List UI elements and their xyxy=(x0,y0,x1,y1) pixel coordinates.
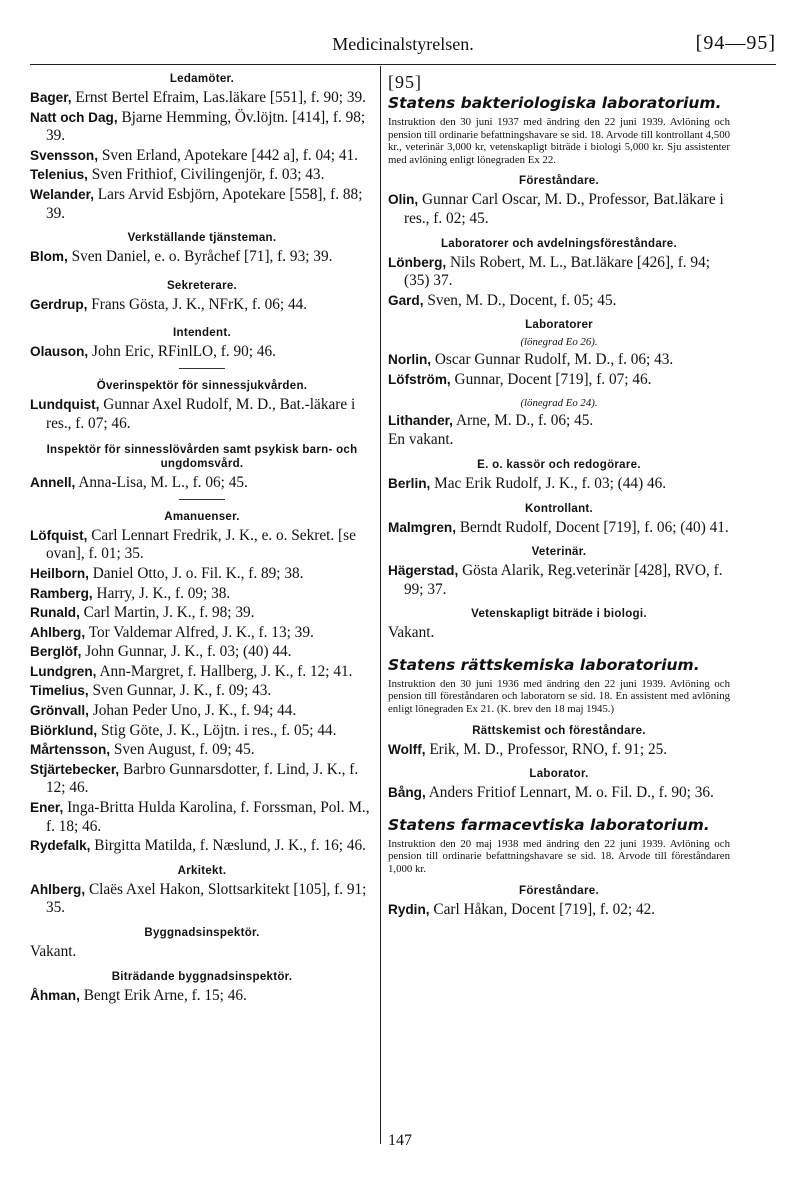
person-details: John Gunnar, J. K., f. 03; (40) 44. xyxy=(85,643,292,661)
entry-list xyxy=(388,519,730,538)
page-number: 147 xyxy=(388,1132,412,1149)
section-heading: Arkitekt. xyxy=(177,864,227,877)
person-details: Sven August, f. 09; 45. xyxy=(113,741,255,759)
person-entry xyxy=(388,371,730,390)
person-surname: Svensson, xyxy=(30,147,98,163)
person-surname: Lundgren, xyxy=(30,663,97,679)
person-surname: Biörklund, xyxy=(30,722,98,738)
page-range: [94—95] xyxy=(695,32,776,54)
person-details: Tor Valdemar Alfred, J. K., f. 13; 39. xyxy=(88,623,314,641)
person-entry xyxy=(388,475,730,494)
person-details: Birgitta Matilda, f. Næslund, J. K., f. 16; 46. xyxy=(94,837,366,855)
person-entry xyxy=(30,343,374,362)
person-details: Gunnar Carl Oscar, M. D., Professor, Bat.läkare i res., f. 02; 45. xyxy=(404,191,724,227)
person-entry xyxy=(30,474,374,493)
section-heading: Kontrollant. xyxy=(524,502,594,515)
person-surname: Mårtensson, xyxy=(30,742,111,758)
person-surname: Wolff, xyxy=(388,741,426,757)
person-surname: Bager, xyxy=(30,90,72,105)
person-entry xyxy=(30,527,374,564)
person-details: Frans Gösta, J. K., NFrK, f. 06; 44. xyxy=(91,295,308,313)
section-heading: Inspektör för sinnesslövården samt psykisk barn- och ungdomsvård. xyxy=(46,444,358,471)
person-details: Johan Peder Uno, J. K., f. 94; 44. xyxy=(92,702,297,720)
person-entry xyxy=(30,799,374,836)
section-heading: Veterinär. xyxy=(531,546,587,559)
entry-list xyxy=(388,784,730,803)
person-entry xyxy=(388,292,730,311)
person-entry xyxy=(388,784,730,803)
section-heading: Rättskemist och föreståndare. xyxy=(472,724,646,737)
person-details: Gösta Alarik, Reg.veterinär [428], RVO, f. 99; 37. xyxy=(404,562,723,598)
section-heading: Laboratorer xyxy=(525,319,593,332)
entry-list xyxy=(30,89,374,223)
section-heading: Sekreterare. xyxy=(166,279,238,292)
person-entry xyxy=(30,89,374,108)
person-surname: Gerdrup, xyxy=(30,296,88,312)
section-heading: Överinspektör för sinnessjukvården. xyxy=(96,379,308,392)
person-details: Oscar Gunnar Rudolf, M. D., f. 06; 43. xyxy=(434,350,674,368)
person-surname: Malmgren, xyxy=(388,519,456,535)
person-details: Carl Håkan, Docent [719], f. 02; 42. xyxy=(433,900,656,918)
vacant-text: En vakant. xyxy=(388,431,454,449)
person-entry xyxy=(388,741,730,760)
section-heading: E. o. kassör och redogörare. xyxy=(477,458,641,471)
institution-title: Statens rättskemiska laboratorium. xyxy=(388,655,700,674)
person-surname: Annell, xyxy=(30,475,76,491)
person-surname: Hägerstad, xyxy=(388,563,459,579)
entry-list xyxy=(388,562,730,599)
person-entry xyxy=(30,987,374,1006)
person-entry xyxy=(30,396,374,433)
person-entry xyxy=(30,643,374,662)
person-details: Lars Arvid Esbjörn, Apotekare [558], f. 88; 39. xyxy=(46,185,363,222)
person-surname: Lithander, xyxy=(388,412,453,428)
person-details: Inga-Britta Hulda Karolina, f. Forssman, Pol. M., f. 18; 46. xyxy=(46,799,370,835)
person-surname: Löfström, xyxy=(388,371,451,387)
person-details: Bengt Erik Arne, f. 15; 46. xyxy=(83,986,247,1004)
entry-list xyxy=(388,254,730,311)
person-surname: Natt och Dag, xyxy=(30,109,118,125)
section-heading: Byggnadsinspektör. xyxy=(144,927,260,939)
instruction-note: Instruktion den 30 juni 1937 med ändring den 22 juni 1939. Avlöning och pension till ordinarie befattningshavare se sid. 18. Arvode till kontrollant 4,500 kr., veterinär 3,000 kr, vetenskapligt biträde i biologi 5,000 kr. Sju assistenter med avlöning enligt lönegraden Ex 22. xyxy=(388,116,730,166)
person-surname: Olauson, xyxy=(30,344,89,360)
entry-list xyxy=(30,396,374,433)
person-surname: Olin, xyxy=(388,192,419,208)
person-entry xyxy=(30,604,374,623)
person-surname: Ahlberg, xyxy=(30,624,86,640)
person-entry xyxy=(388,254,730,291)
person-details: Mac Erik Rudolf, J. K., f. 03; (44) 46. xyxy=(434,474,667,492)
entry-list xyxy=(388,191,730,228)
person-details: Stig Göte, J. K., Löjtn. i res., f. 05; 44. xyxy=(101,721,337,739)
person-surname: Telenius, xyxy=(30,167,88,183)
person-details: Ann-Margret, f. Hallberg, J. K., f. 12; 41. xyxy=(99,662,353,680)
person-surname: Åhman, xyxy=(30,987,80,1003)
person-surname: Lönberg, xyxy=(388,254,447,270)
institution-title: Statens farmacevtiska laboratorium. xyxy=(388,815,710,834)
person-surname: Grönvall, xyxy=(30,703,89,719)
person-details: Sven Daniel, e. o. Byråchef [71], f. 93; 39. xyxy=(71,248,333,266)
section-heading: Föreståndare. xyxy=(519,884,599,897)
instruction-note: Instruktion den 20 maj 1938 med ändring den 22 juni 1939. Avlöning och pension till ordinarie befattningshavare se sid. 18. Arvode till föreståndaren 1,000 kr. xyxy=(388,837,730,876)
person-details: Barbro Gunnarsdotter, f. Lind, J. K., f. 12; 46. xyxy=(46,760,359,797)
person-surname: Blom, xyxy=(30,249,68,265)
separator-rule xyxy=(179,368,225,369)
person-surname: Gard, xyxy=(388,292,424,308)
person-surname: Runald, xyxy=(30,605,80,621)
person-details: Daniel Otto, J. o. Fil. K., f. 89; 38. xyxy=(92,564,304,582)
person-details: Gunnar, Docent [719], f. 07; 46. xyxy=(454,370,652,388)
entry-list xyxy=(30,881,374,918)
section-number: [95] xyxy=(388,72,422,92)
section-heading: Laborator. xyxy=(529,768,589,781)
person-entry xyxy=(30,585,374,604)
section-heading: Biträdande byggnadsinspektör. xyxy=(111,970,293,983)
person-details: Arne, M. D., f. 06; 45. xyxy=(455,411,594,429)
section-heading: Verkställande tjänsteman. xyxy=(127,232,277,245)
person-entry xyxy=(30,624,374,643)
vacant-text: Vakant. xyxy=(388,624,435,642)
page-header xyxy=(30,34,776,58)
person-entry xyxy=(388,562,730,599)
person-details: Carl Martin, J. K., f. 98; 39. xyxy=(83,604,255,622)
person-surname: Bång, xyxy=(388,785,426,801)
person-surname: Welander, xyxy=(30,186,94,202)
person-details: Harry, J. K., f. 09; 38. xyxy=(96,584,231,602)
person-entry xyxy=(30,147,374,166)
person-entry xyxy=(388,901,730,920)
person-entry xyxy=(30,663,374,682)
header-rule xyxy=(30,64,776,65)
person-details: Gunnar Axel Rudolf, M. D., Bat.-läkare i res., f. 07; 46. xyxy=(46,395,356,432)
person-surname: Berglöf, xyxy=(30,644,82,660)
person-entry xyxy=(30,186,374,223)
institution-title: Statens bakteriologiska laboratorium. xyxy=(388,94,722,112)
person-details: Claës Axel Hakon, Slottsarkitekt [105], f. 91; 35. xyxy=(46,880,367,917)
person-entry xyxy=(30,565,374,584)
section-heading: Vetenskapligt biträde i biologi. xyxy=(471,608,647,621)
person-surname: Ener, xyxy=(30,800,64,816)
section-heading: Amanuenser. xyxy=(164,510,240,523)
person-entry xyxy=(30,296,374,315)
person-details: Sven Gunnar, J. K., f. 09; 43. xyxy=(92,682,272,700)
person-surname: Timelius, xyxy=(30,683,89,699)
person-entry xyxy=(388,191,730,228)
person-surname: Lundquist, xyxy=(30,396,100,412)
section-heading: Ledamöter. xyxy=(169,73,235,85)
person-surname: Ahlberg, xyxy=(30,881,86,897)
person-entry xyxy=(388,412,730,431)
entry-list xyxy=(30,296,374,315)
entry-list xyxy=(388,412,730,431)
person-details: Bjarne Hemming, Öv.löjtn. [414], f. 98; 39. xyxy=(46,108,366,145)
person-surname: Heilborn, xyxy=(30,565,89,581)
person-details: Sven, M. D., Docent, f. 05; 45. xyxy=(427,291,617,309)
instruction-note: Instruktion den 30 juni 1936 med ändring den 22 juni 1939. Avlöning och pension till föreståndaren och laboratorn se sid. 18. En assistent med avlöning enligt lönegraden Ex 21. (K. brev den 18 maj 1945.) xyxy=(388,677,730,716)
salary-grade: (lönegrad Eo 26). xyxy=(520,336,598,349)
entry-list xyxy=(30,474,374,493)
person-details: Anna-Lisa, M. L., f. 06; 45. xyxy=(78,474,248,492)
left-column xyxy=(30,70,374,1006)
person-details: Ernst Bertel Efraim, Las.läkare [551], f. 90; 39. xyxy=(75,89,366,106)
person-surname: Rydin, xyxy=(388,901,430,917)
person-details: John Eric, RFinlLO, f. 90; 46. xyxy=(92,343,276,361)
person-entry xyxy=(30,166,374,185)
person-entry xyxy=(30,741,374,760)
person-surname: Berlin, xyxy=(388,475,431,491)
person-entry xyxy=(30,248,374,267)
person-surname: Löfquist, xyxy=(30,527,88,543)
person-details: Sven Erland, Apotekare [442 a], f. 04; 41. xyxy=(101,146,358,164)
person-surname: Rydefalk, xyxy=(30,838,91,854)
page-title: Medicinalstyrelsen. xyxy=(332,34,474,54)
vacant-text: Vakant. xyxy=(30,943,77,960)
person-surname: Ramberg, xyxy=(30,585,93,601)
person-surname: Norlin, xyxy=(388,351,432,367)
person-details: Carl Lennart Fredrik, J. K., e. o. Sekret. [se ovan], f. 01; 35. xyxy=(46,526,356,563)
section-heading: Laboratorer och avdelningsföreståndare. xyxy=(440,237,677,250)
person-details: Erik, M. D., Professor, RNO, f. 91; 25. xyxy=(429,740,668,758)
column-divider xyxy=(380,66,381,1144)
entry-list xyxy=(30,248,374,267)
section-heading: Intendent. xyxy=(173,327,231,340)
person-entry xyxy=(30,761,374,798)
person-entry xyxy=(30,722,374,741)
right-column xyxy=(388,70,730,920)
person-details: Anders Fritiof Lennart, M. o. Fil. D., f. 90; 36. xyxy=(428,784,714,802)
person-entry xyxy=(30,837,374,856)
person-entry xyxy=(30,682,374,701)
person-entry xyxy=(388,351,730,370)
entry-list xyxy=(30,987,374,1006)
person-details: Nils Robert, M. L., Bat.läkare [426], f. 94; (35) 37. xyxy=(404,253,710,290)
entry-list xyxy=(388,475,730,494)
person-entry xyxy=(30,109,374,146)
person-entry xyxy=(388,519,730,538)
section-heading: Föreståndare. xyxy=(519,175,599,188)
person-details: Berndt Rudolf, Docent [719], f. 06; (40) 41. xyxy=(459,518,729,536)
person-details: Sven Frithiof, Civilingenjör, f. 03; 43. xyxy=(91,166,325,184)
entry-list xyxy=(388,351,730,389)
separator-rule xyxy=(179,499,225,500)
entry-list xyxy=(30,343,374,362)
entry-list xyxy=(388,741,730,760)
salary-grade: (lönegrad Eo 24). xyxy=(520,397,598,410)
entry-list xyxy=(30,527,374,856)
person-entry xyxy=(30,702,374,721)
entry-list xyxy=(388,901,730,920)
person-surname: Stjärtebecker, xyxy=(30,761,120,777)
person-entry xyxy=(30,881,374,918)
